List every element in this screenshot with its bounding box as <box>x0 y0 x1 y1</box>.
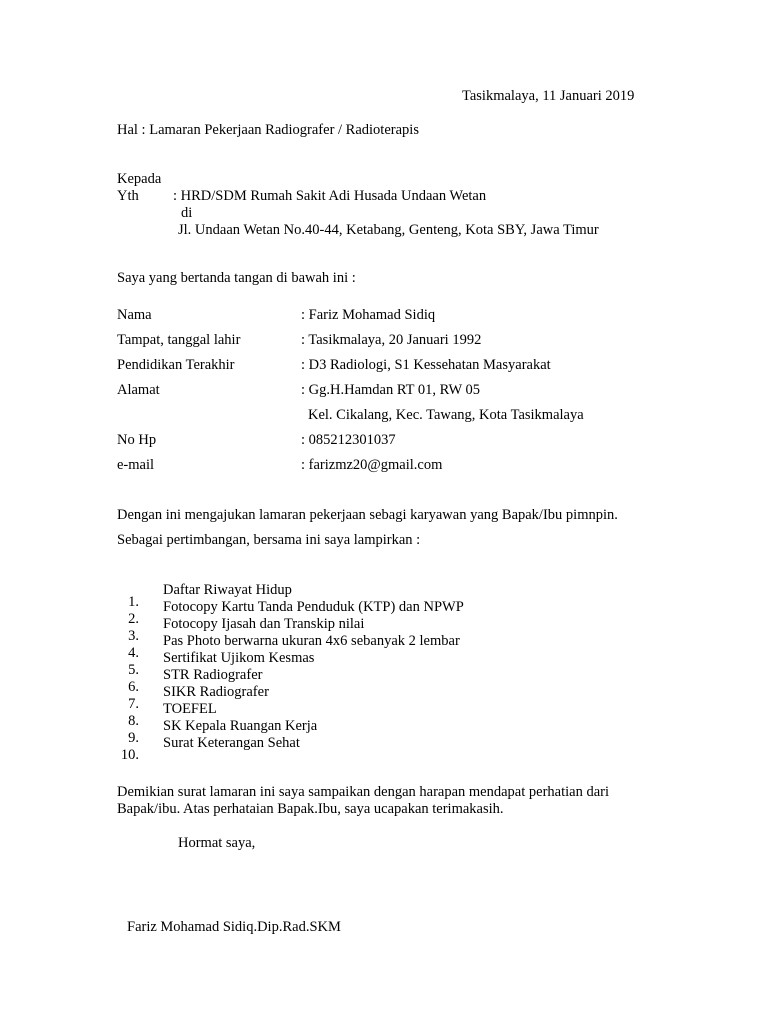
list-item-number: 2. <box>128 611 139 627</box>
regards-text: Hormat saya, <box>178 835 256 851</box>
recipient-address: Jl. Undaan Wetan No.40-44, Ketabang, Genteng, Kota SBY, Jawa Timur <box>178 222 599 238</box>
recipient-name: : HRD/SDM Rumah Sakit Adi Husada Undaan Wetan <box>173 188 487 204</box>
field-label-ttl: Tampat, tanggal lahir <box>117 332 241 348</box>
field-label-alamat: Alamat <box>117 382 160 398</box>
application-paragraph: Dengan ini mengajukan lamaran pekerjaan sebagi karyawan yang Bapak/Ibu pimnpin. <box>117 507 618 523</box>
closing-paragraph-line1: Demikian surat lamaran ini saya sampaikan dengan harapan mendapat perhatian dari <box>117 784 609 800</box>
list-item-text: Fotocopy Kartu Tanda Penduduk (KTP) dan NPWP <box>163 599 464 615</box>
list-item-text: SK Kepala Ruangan Kerja <box>163 718 318 734</box>
list-item-number: 10. <box>120 747 139 763</box>
list-item-text: Pas Photo berwarna ukuran 4x6 sebanyak 2 lembar <box>163 633 460 649</box>
list-item-text: STR Radiografer <box>163 667 263 683</box>
signature-name: Fariz Mohamad Sidiq.Dip.Rad.SKM <box>127 919 341 935</box>
list-item <box>117 616 365 644</box>
recipient-di: di <box>181 205 193 221</box>
field-value-pendidikan: : D3 Radiologi, S1 Kessehatan Masyarakat <box>301 357 551 373</box>
list-item-text: SIKR Radiografer <box>163 684 269 700</box>
recipient-yth-label: Yth <box>117 188 139 204</box>
list-item-number: 5. <box>128 662 139 678</box>
attachments-intro: Sebagai pertimbangan, bersama ini saya lampirkan : <box>117 532 421 548</box>
list-item <box>117 582 292 610</box>
recipient-kepada: Kepada <box>117 171 162 187</box>
field-label-email: e-mail <box>117 457 155 473</box>
list-item-number: 1. <box>128 594 139 610</box>
list-item-text: Fotocopy Ijasah dan Transkip nilai <box>163 616 365 632</box>
attachments-list <box>117 582 464 763</box>
field-label-pendidikan: Pendidikan Terakhir <box>117 357 235 373</box>
field-label-nama: Nama <box>117 307 152 323</box>
field-value-alamat-line2: Kel. Cikalang, Kec. Tawang, Kota Tasikmalaya <box>308 407 584 423</box>
list-item-number: 3. <box>128 628 139 644</box>
list-item-number: 9. <box>128 730 139 746</box>
list-item-text: Sertifikat Ujikom Kesmas <box>163 650 315 666</box>
field-value-ttl: : Tasikmalaya, 20 Januari 1992 <box>301 332 482 348</box>
field-value-email: : farizmz20@gmail.com <box>301 457 443 473</box>
list-item-text: Surat Keterangan Sehat <box>163 735 300 751</box>
field-value-nohp: : 085212301037 <box>301 432 396 448</box>
field-value-alamat: : Gg.H.Hamdan RT 01, RW 05 <box>301 382 481 398</box>
list-item-number: 6. <box>128 679 139 695</box>
closing-paragraph-line2: Bapak/ibu. Atas perhataian Bapak.Ibu, saya ucapakan terimakasih. <box>117 801 504 817</box>
list-item-text: TOEFEL <box>163 701 217 717</box>
place-date: Tasikmalaya, 11 Januari 2019 <box>462 88 635 104</box>
list-item-number: 8. <box>128 713 139 729</box>
list-item-number: 4. <box>128 645 139 661</box>
list-item <box>117 701 217 729</box>
list-item-number: 7. <box>128 696 139 712</box>
letter-subject: Hal : Lamaran Pekerjaan Radiografer / Radioterapis <box>117 122 419 138</box>
intro-statement: Saya yang bertanda tangan di bawah ini : <box>117 270 356 286</box>
list-item <box>117 735 300 763</box>
field-value-nama: : Fariz Mohamad Sidiq <box>301 307 436 323</box>
field-label-nohp: No Hp <box>117 432 157 448</box>
list-item-text: Daftar Riwayat Hidup <box>163 582 292 598</box>
